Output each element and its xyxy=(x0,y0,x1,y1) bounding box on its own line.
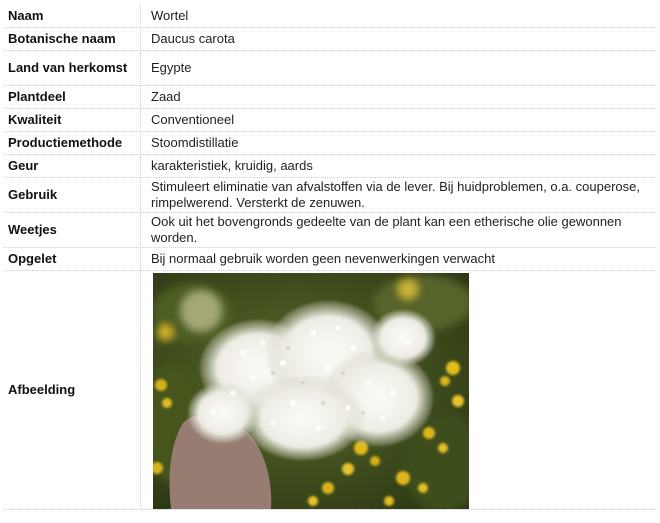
row-land-van-herkomst xyxy=(4,51,656,86)
product-spec-table xyxy=(4,5,656,510)
row-kwaliteit xyxy=(4,109,656,132)
row-botanische-naam xyxy=(4,28,656,51)
label-naam: Naam xyxy=(4,5,141,28)
row-afbeelding xyxy=(4,271,656,510)
flower-photo xyxy=(153,273,469,509)
label-gebruik: Gebruik xyxy=(4,178,141,213)
label-afbeelding: Afbeelding xyxy=(4,271,141,510)
value-productiemethode: Stoomdistillatie xyxy=(141,132,657,155)
label-weetjes: Weetjes xyxy=(4,213,141,248)
value-land-van-herkomst: Egypte xyxy=(141,51,657,86)
value-opgelet: Bij normaal gebruik worden geen nevenwerkingen verwacht xyxy=(141,248,657,271)
value-geur: karakteristiek, kruidig, aards xyxy=(141,155,657,178)
value-weetjes: Ook uit het bovengronds gedeelte van de plant kan een etherische olie gewonnen worden. xyxy=(141,213,657,248)
row-geur xyxy=(4,155,656,178)
value-botanische-naam: Daucus carota xyxy=(141,28,657,51)
label-geur: Geur xyxy=(4,155,141,178)
row-plantdeel xyxy=(4,86,656,109)
value-gebruik: Stimuleert eliminatie van afvalstoffen via de lever. Bij huidproblemen, o.a. couperose, rimpelwerend. Versterkt de zenuwen. xyxy=(141,178,657,213)
label-land-van-herkomst: Land van herkomst xyxy=(4,51,141,86)
row-weetjes xyxy=(4,213,656,248)
label-opgelet: Opgelet xyxy=(4,248,141,271)
label-kwaliteit: Kwaliteit xyxy=(4,109,141,132)
row-gebruik xyxy=(4,178,656,213)
label-productiemethode: Productiemethode xyxy=(4,132,141,155)
value-plantdeel: Zaad xyxy=(141,86,657,109)
value-kwaliteit: Conventioneel xyxy=(141,109,657,132)
row-productiemethode xyxy=(4,132,656,155)
row-naam xyxy=(4,5,656,28)
label-botanische-naam: Botanische naam xyxy=(4,28,141,51)
label-plantdeel: Plantdeel xyxy=(4,86,141,109)
image-cell xyxy=(141,271,657,510)
row-opgelet xyxy=(4,248,656,271)
value-naam: Wortel xyxy=(141,5,657,28)
